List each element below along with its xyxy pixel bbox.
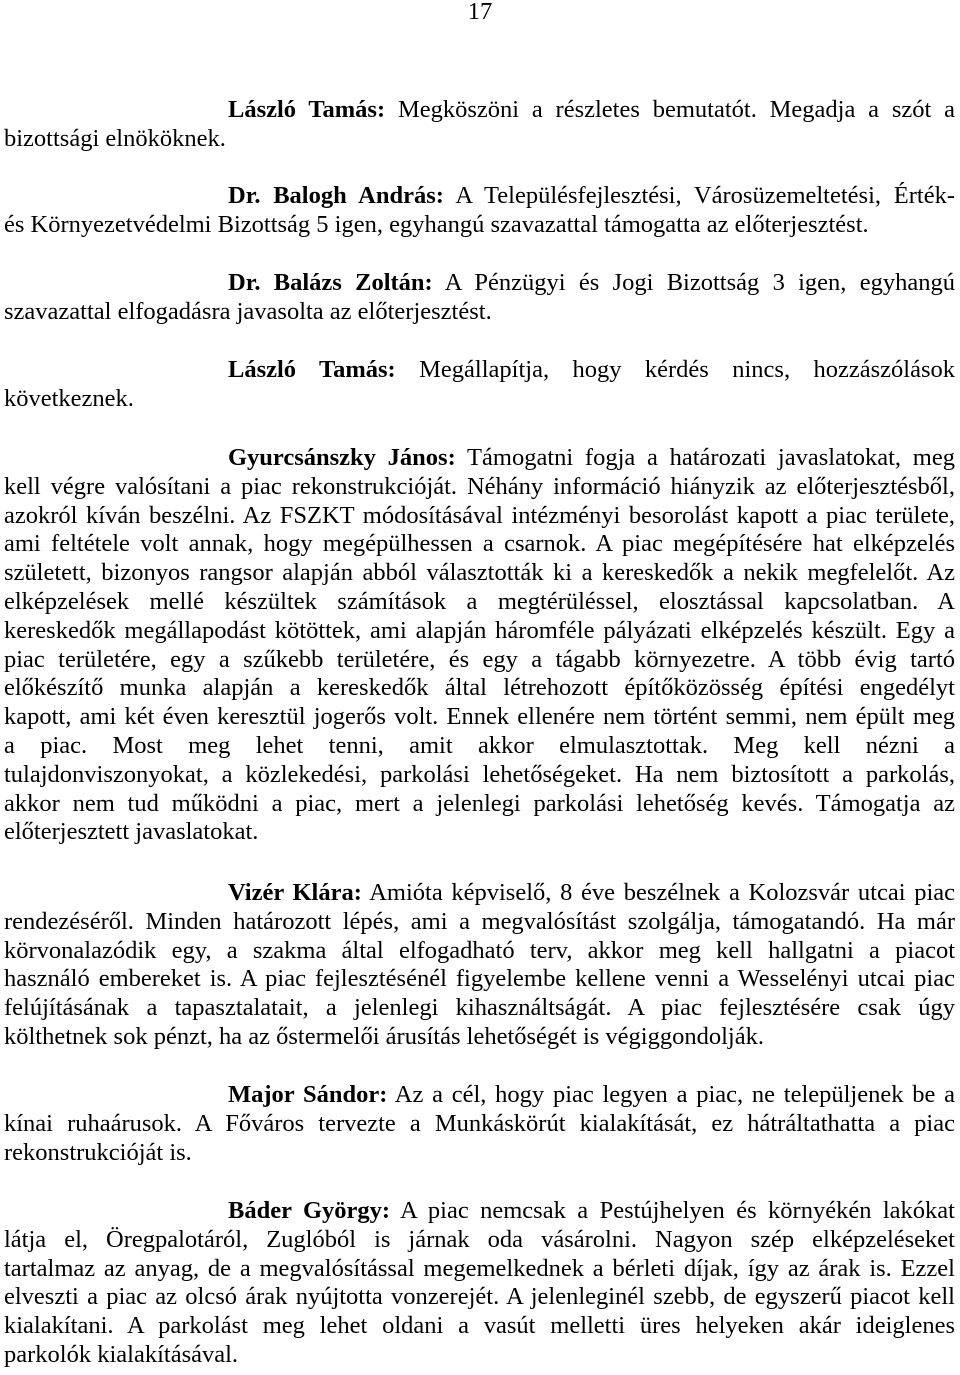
line-text: Megállapítja, hogy kérdés nincs, hozzászólások (419, 356, 955, 383)
text-line: elveszti a piac az olcsó árak nyújtotta vonzerejét. A jelenleginél szebb, de egyszerű piacot kell (4, 1283, 955, 1311)
text-line: kínai ruhaárusok. A Főváros tervezte a Munkáskörút kialakítását, ez hátráltathatta a piac (4, 1109, 955, 1137)
paragraph-first-line (228, 356, 955, 385)
page-number: 17 (467, 0, 493, 25)
speaker-name: Vizér Klára: (228, 879, 362, 906)
text-line: előkészítő munka alapján a kereskedők által létrehozott építőközösség építési engedélyt (4, 674, 955, 702)
text-line: ami feltétele volt annak, hogy megépülhessen a csarnok. A piac megépítésére hat elképzelés (4, 530, 955, 558)
text-line: előterjesztett javaslatokat. (4, 818, 259, 846)
speaker-name: László Tamás: (228, 96, 386, 123)
text-line: kapott, ami két éven keresztül jogerős volt. Ennek ellenére nem történt semmi, nem épült meg (4, 703, 955, 731)
text-line: rendezéséről. Minden határozott lépés, ami a megvalósítást szolgálja, támogatandó. Ha már (4, 907, 955, 935)
line-text: A Településfejlesztési, Városüzemeltetési, Érték- (455, 182, 955, 209)
speaker-statement (4, 96, 955, 154)
text-line: bizottsági elnököknek. (4, 124, 226, 152)
speaker-name: Dr. Balázs Zoltán: (228, 269, 433, 296)
paragraph-first-line (228, 269, 955, 298)
text-line: költhetnek sok pénzt, ha az őstermelői árusítás lehetőségét is végiggondolják. (4, 1022, 764, 1050)
speaker-name: Dr. Balogh András: (228, 182, 444, 209)
text-line: piac területére, egy a szűkebb területére, és egy a tágabb környezetre. A több évig tartó (4, 645, 955, 673)
speaker-statement (4, 444, 955, 847)
text-line: akkor nem tud működni a piac, mert a jelenlegi parkolási lehetőség kevés. Támogatja az (4, 789, 955, 817)
text-line: körvonalazódik egy, a szakma által elfogadható terv, akkor meg kell hallgatni a piacot (4, 936, 955, 964)
paragraph-first-line (228, 444, 955, 473)
paragraph-first-line (228, 1081, 955, 1110)
text-line: felújításának a tapasztalatait, a jelenlegi kihasználtságát. A piac fejlesztésére csak úgy (4, 994, 955, 1022)
speaker-statement (4, 1081, 955, 1167)
text-line: kell végre valósítani a piac rekonstrukcióját. Néhány információ hiányzik az előterjesztésből, (4, 472, 955, 500)
line-text: Megköszöni a részletes bemutatót. Megadja a szót a (397, 96, 955, 123)
line-text: Az a cél, hogy piac legyen a piac, ne települjenek be a (394, 1081, 955, 1108)
speaker-name: Major Sándor: (228, 1081, 388, 1108)
text-line: tartalmaz az anyag, de a megvalósítással megemelkednek a bérleti díjak, így az árak is. Ezzel (4, 1254, 955, 1282)
paragraph-first-line (228, 879, 955, 908)
speaker-statement (4, 879, 955, 1052)
text-line: látja el, Öregpalotáról, Zuglóból is járnak oda vásárolni. Nagyon szép elképzeléseket (4, 1225, 955, 1253)
text-line: a piac. Most meg lehet tenni, amit akkor elmulasztottak. Meg kell nézni a (4, 731, 955, 759)
text-line: született, bizonyos rangsor alapján abból választották ki a kereskedők a nekik megfelelőt. Az (4, 559, 955, 587)
line-text: A Pénzügyi és Jogi Bizottság 3 igen, egyhangú (444, 269, 955, 296)
text-line: parkolók kialakításával. (4, 1340, 239, 1368)
speaker-statement (4, 269, 955, 327)
text-line: kereskedők megállapodást kötöttek, ami alapján háromféle pályázati elképzelés készült. Egy a (4, 616, 955, 644)
text-line: használó embereket is. A piac fejlesztésénél figyelembe kellene venni a Wesselényi utcai piac (4, 965, 955, 993)
speaker-statement (4, 182, 955, 240)
text-line: rekonstrukcióját is. (4, 1138, 192, 1166)
line-text: Amióta képviselő, 8 éve beszélnek a Kolozsvár utcai piac (369, 879, 955, 906)
text-line: elképzelések mellé készültek számítások a megtérüléssel, elosztással kapcsolatban. A (4, 587, 955, 615)
line-text: Támogatni fogja a határozati javaslatokat, meg (467, 444, 955, 471)
line-text: A piac nemcsak a Pestújhelyen és környékén lakókat (400, 1197, 955, 1224)
speaker-name: László Tamás: (228, 356, 396, 383)
speaker-statement (4, 356, 955, 414)
paragraph-first-line (228, 182, 955, 211)
paragraph-first-line (228, 96, 955, 125)
text-line: kialakítani. A parkolást meg lehet oldani a vasút melletti üres helyeken akár ideiglenes (4, 1312, 955, 1340)
text-line: szavazattal elfogadásra javasolta az előterjesztést. (4, 297, 492, 325)
paragraph-first-line (228, 1197, 955, 1226)
speaker-name: Gyurcsánszky János: (228, 444, 456, 471)
speaker-name: Báder György: (228, 1197, 391, 1224)
text-line: tulajdonviszonyokat, a közlekedési, parkolási lehetőségeket. Ha nem biztosított a parkolás, (4, 760, 955, 788)
text-line: azokról kíván beszélni. Az FSZKT módosításával intézményi besorolást kapott a piac területe, (4, 501, 955, 529)
text-line: és Környezetvédelmi Bizottság 5 igen, egyhangú szavazattal támogatta az előterjesztést. (4, 210, 869, 238)
speaker-statement (4, 1197, 955, 1370)
text-line: következnek. (4, 384, 134, 412)
